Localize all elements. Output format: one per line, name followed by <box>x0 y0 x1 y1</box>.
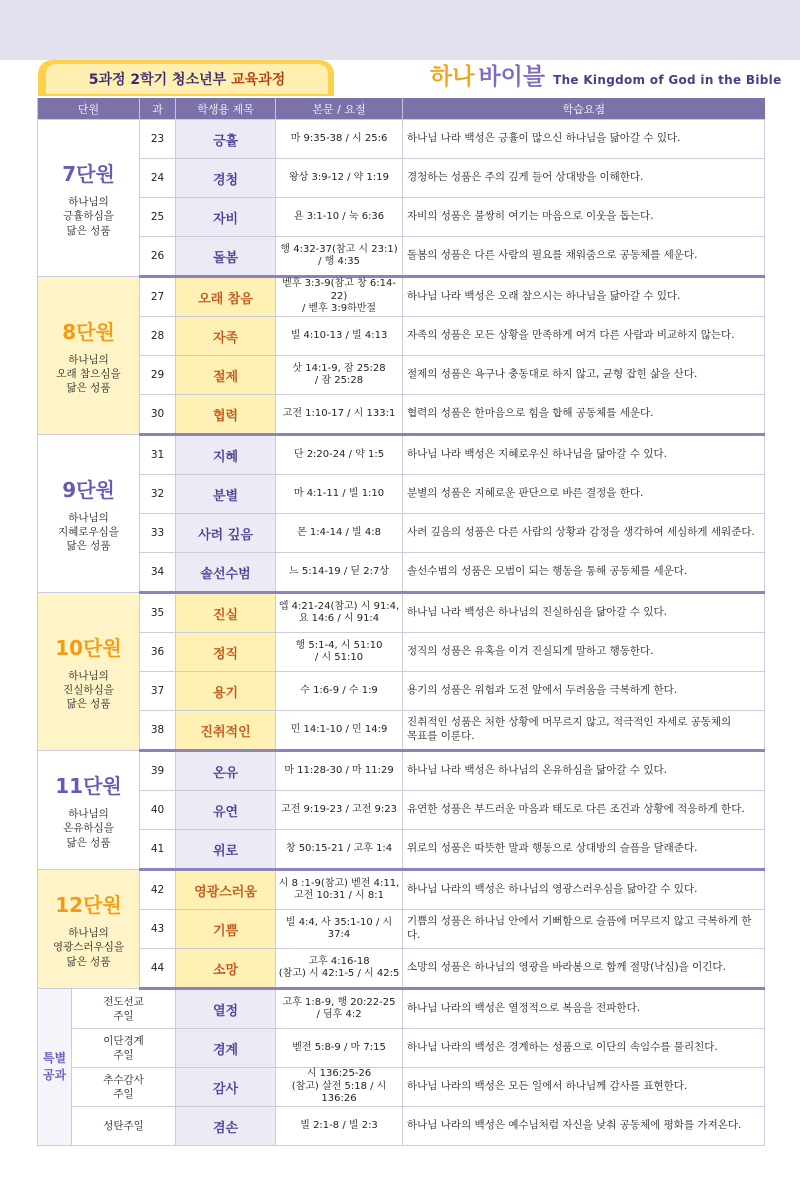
lesson-summary: 용기의 성품은 위험과 도전 앞에서 두려움을 극복하게 한다. <box>403 672 765 711</box>
lesson-title: 진실 <box>176 593 276 633</box>
unit-description: 하나님의 영광스러우심을 닮은 성품 <box>53 927 125 968</box>
table-row <box>38 593 765 633</box>
lesson-number: 26 <box>140 237 176 277</box>
logo-hana: 하나 <box>430 64 475 90</box>
special-sunday-name: 성탄주일 <box>72 1107 176 1146</box>
table-row <box>38 475 765 514</box>
lesson-summary: 기쁨의 성품은 하나님 안에서 기뻐함으로 슬픔에 머무르지 않고 극복하게 한다. <box>403 910 765 949</box>
lesson-summary: 사려 깊음의 성품은 다른 사람의 상황과 감정을 생각하여 세심하게 세워준다. <box>403 514 765 553</box>
lesson-verse: 민 14:1-10 / 민 14:9 <box>276 711 403 751</box>
unit-cell <box>38 870 140 989</box>
special-title: 겸손 <box>176 1107 276 1146</box>
table-row <box>38 356 765 395</box>
lesson-number: 44 <box>140 949 176 989</box>
table-row <box>38 949 765 989</box>
badge-accent-text: 교육과정 <box>231 72 286 88</box>
unit-description: 하나님의 지혜로우심을 닮은 성품 <box>58 511 119 553</box>
unit-name: 8단원 <box>62 319 115 344</box>
lesson-verse: 벧후 3:3-9(참고 창 6:14-22) / 벧후 3:9하반절 <box>276 277 403 317</box>
lesson-number: 33 <box>140 514 176 553</box>
special-title: 감사 <box>176 1068 276 1107</box>
lesson-summary: 하나님 나라의 백성은 하나님의 영광스러우심을 닮아갈 수 있다. <box>403 870 765 910</box>
lesson-title: 협력 <box>176 395 276 435</box>
lesson-number: 30 <box>140 395 176 435</box>
logo-english: The Kingdom of God in the Bible <box>553 73 782 87</box>
table-row <box>38 870 765 910</box>
lesson-summary: 분별의 성품은 지혜로운 판단으로 바른 결정을 한다. <box>403 475 765 514</box>
lesson-number: 36 <box>140 633 176 672</box>
lesson-number: 31 <box>140 435 176 475</box>
lesson-number: 29 <box>140 356 176 395</box>
table-row <box>38 317 765 356</box>
special-title: 열정 <box>176 989 276 1029</box>
lesson-title: 온유 <box>176 751 276 791</box>
lesson-number: 41 <box>140 830 176 870</box>
lesson-summary: 하나님 나라 백성은 긍휼이 많으신 하나님을 닮아갈 수 있다. <box>403 120 765 159</box>
lesson-summary: 자비의 성품은 불쌍히 여기는 마음으로 이웃을 돕는다. <box>403 198 765 237</box>
lesson-summary: 돌봄의 성품은 다른 사람의 필요를 채워줌으로 공동체를 세운다. <box>403 237 765 277</box>
special-verse: 시 136:25-26 (참고) 살전 5:18 / 시 136:26 <box>276 1068 403 1107</box>
table-row <box>38 514 765 553</box>
table-row <box>38 237 765 277</box>
col-header-title: 학생용 제목 <box>176 98 276 120</box>
lesson-title: 경청 <box>176 159 276 198</box>
lesson-title: 기쁨 <box>176 910 276 949</box>
special-row <box>38 1107 765 1146</box>
lesson-verse: 마 4:1-11 / 빌 1:10 <box>276 475 403 514</box>
lesson-title: 용기 <box>176 672 276 711</box>
unit-name: 9단원 <box>62 477 115 502</box>
lesson-summary: 자족의 성품은 모든 상황을 만족하게 여겨 다른 사람과 비교하지 않는다. <box>403 317 765 356</box>
lesson-title: 돌봄 <box>176 237 276 277</box>
special-row <box>38 1029 765 1068</box>
lesson-number: 38 <box>140 711 176 751</box>
special-label-cell: 특별 공과 <box>38 989 72 1146</box>
lesson-verse: 단 2:20-24 / 약 1:5 <box>276 435 403 475</box>
lesson-summary: 유연한 성품은 부드러운 마음과 태도로 다른 조건과 상황에 적응하게 한다. <box>403 791 765 830</box>
unit-name: 11단원 <box>55 774 122 799</box>
lesson-summary: 솔선수범의 성품은 모범이 되는 행동을 통해 공동체를 세운다. <box>403 553 765 593</box>
lesson-title: 유연 <box>176 791 276 830</box>
lesson-summary: 진취적인 성품은 처한 상황에 머무르지 않고, 적극적인 자세로 공동체의 목표를 이룬다. <box>403 711 765 751</box>
table-row <box>38 751 765 791</box>
table-row <box>38 120 765 159</box>
table-row <box>38 159 765 198</box>
lesson-verse: 수 1:6-9 / 수 1:9 <box>276 672 403 711</box>
lesson-summary: 하나님 나라 백성은 하나님의 온유하심을 닮아갈 수 있다. <box>403 751 765 791</box>
table-row <box>38 672 765 711</box>
special-summary: 하나님 나라의 백성은 예수님처럼 자신을 낮춰 공동체에 평화를 가져온다. <box>403 1107 765 1146</box>
lesson-title: 솔선수범 <box>176 553 276 593</box>
lesson-number: 25 <box>140 198 176 237</box>
lesson-verse: 시 8 :1-9(참고) 벧전 4:11, 고전 10:31 / 시 8:1 <box>276 870 403 910</box>
lesson-title: 위로 <box>176 830 276 870</box>
table-header-row <box>38 98 765 120</box>
curriculum-table <box>37 98 765 1146</box>
table-row <box>38 435 765 475</box>
lesson-verse: 고전 1:10-17 / 시 133:1 <box>276 395 403 435</box>
lesson-title: 소망 <box>176 949 276 989</box>
lesson-summary: 소망의 성품은 하나님의 영광을 바라봄으로 함께 절망(낙심)을 이긴다. <box>403 949 765 989</box>
course-badge <box>46 64 328 94</box>
special-title: 경계 <box>176 1029 276 1068</box>
unit-cell <box>38 277 140 435</box>
lesson-title: 사려 깊음 <box>176 514 276 553</box>
lesson-title: 진취적인 <box>176 711 276 751</box>
logo-bible: 바이블 <box>478 64 546 90</box>
special-verse: 벧전 5:8-9 / 마 7:15 <box>276 1029 403 1068</box>
table-row <box>38 395 765 435</box>
unit-cell <box>38 435 140 593</box>
unit-name: 12단원 <box>55 893 122 918</box>
table-row <box>38 277 765 317</box>
lesson-number: 40 <box>140 791 176 830</box>
special-summary: 하나님 나라의 백성은 모든 일에서 하나님께 감사를 표현한다. <box>403 1068 765 1107</box>
col-header-unit: 단원 <box>38 98 140 120</box>
unit-description: 하나님의 오래 참으심을 닮은 성품 <box>56 353 121 395</box>
lesson-summary: 하나님 나라 백성은 지혜로우신 하나님을 닮아갈 수 있다. <box>403 435 765 475</box>
lesson-verse: 왕상 3:9-12 / 약 1:19 <box>276 159 403 198</box>
lesson-title: 오래 참음 <box>176 277 276 317</box>
unit-description: 하나님의 온유하심을 닮은 성품 <box>63 808 114 849</box>
special-verse: 빌 2:1-8 / 빌 2:3 <box>276 1107 403 1146</box>
special-row <box>38 989 765 1029</box>
lesson-title: 정직 <box>176 633 276 672</box>
table-row <box>38 830 765 870</box>
special-row <box>38 1068 765 1107</box>
unit-cell <box>38 751 140 870</box>
lesson-summary: 정직의 성품은 유혹을 이겨 진실되게 말하고 행동한다. <box>403 633 765 672</box>
lesson-verse: 행 4:32-37(참고 시 23:1) / 행 4:35 <box>276 237 403 277</box>
special-sunday-name: 이단경계 주일 <box>72 1029 176 1068</box>
lesson-verse: 마 11:28-30 / 마 11:29 <box>276 751 403 791</box>
lesson-title: 분별 <box>176 475 276 514</box>
unit-description: 하나님의 긍휼하심을 닮은 성품 <box>63 196 114 237</box>
col-header-verse: 본문 / 요절 <box>276 98 403 120</box>
table-row <box>38 791 765 830</box>
table-row <box>38 910 765 949</box>
badge-main-text: 5과정 2학기 청소년부 <box>88 72 227 88</box>
lesson-summary: 하나님 나라 백성은 오래 참으시는 하나님을 닮아갈 수 있다. <box>403 277 765 317</box>
lesson-verse: 빌 4:4, 사 35:1-10 / 시 37:4 <box>276 910 403 949</box>
lesson-number: 34 <box>140 553 176 593</box>
special-summary: 하나님 나라의 백성은 경계하는 성품으로 이단의 속임수를 물리친다. <box>403 1029 765 1068</box>
lesson-verse: 삿 14:1-9, 잠 25:28 / 잠 25:28 <box>276 356 403 395</box>
table-row <box>38 553 765 593</box>
lesson-title: 영광스러움 <box>176 870 276 910</box>
lesson-verse: 마 9:35-38 / 시 25:6 <box>276 120 403 159</box>
lesson-title: 긍휼 <box>176 120 276 159</box>
unit-name: 7단원 <box>62 162 115 187</box>
lesson-number: 27 <box>140 277 176 317</box>
unit-cell <box>38 120 140 277</box>
lesson-summary: 협력의 성품은 한마음으로 힘을 합해 공동체를 세운다. <box>403 395 765 435</box>
lesson-number: 28 <box>140 317 176 356</box>
lesson-summary: 하나님 나라 백성은 하나님의 진실하심을 닮아갈 수 있다. <box>403 593 765 633</box>
lesson-summary: 위로의 성품은 따뜻한 말과 행동으로 상대방의 슬픔을 달래준다. <box>403 830 765 870</box>
unit-name: 10단원 <box>55 635 122 660</box>
table-row <box>38 633 765 672</box>
lesson-verse: 욘 3:1-10 / 눅 6:36 <box>276 198 403 237</box>
lesson-verse: 고전 9:19-23 / 고전 9:23 <box>276 791 403 830</box>
lesson-number: 35 <box>140 593 176 633</box>
lesson-number: 42 <box>140 870 176 910</box>
unit-description: 하나님의 진실하심을 닮은 성품 <box>63 669 114 711</box>
lesson-summary: 절제의 성품은 욕구나 충동대로 하지 않고, 균형 잡힌 삶을 산다. <box>403 356 765 395</box>
lesson-number: 39 <box>140 751 176 791</box>
hana-bible-logo <box>430 58 782 91</box>
lesson-verse: 고후 4:16-18 (참고) 시 42:1-5 / 시 42:5 <box>276 949 403 989</box>
lesson-title: 지혜 <box>176 435 276 475</box>
lesson-verse: 빌 4:10-13 / 빌 4:13 <box>276 317 403 356</box>
lesson-verse: 행 5:1-4, 시 51:10 / 시 51:10 <box>276 633 403 672</box>
lesson-title: 자족 <box>176 317 276 356</box>
lesson-number: 43 <box>140 910 176 949</box>
lesson-summary: 경청하는 성품은 주의 깊게 들어 상대방을 이해한다. <box>403 159 765 198</box>
lesson-title: 절제 <box>176 356 276 395</box>
lesson-number: 23 <box>140 120 176 159</box>
lesson-number: 32 <box>140 475 176 514</box>
lesson-number: 24 <box>140 159 176 198</box>
unit-cell <box>38 593 140 751</box>
table-row <box>38 198 765 237</box>
col-header-lesson-no: 과 <box>140 98 176 120</box>
table-row <box>38 711 765 751</box>
col-header-summary: 학습요점 <box>403 98 765 120</box>
lesson-number: 37 <box>140 672 176 711</box>
lesson-verse: 몬 1:4-14 / 빌 4:8 <box>276 514 403 553</box>
special-summary: 하나님 나라의 백성은 열정적으로 복음을 전파한다. <box>403 989 765 1029</box>
special-sunday-name: 전도선교 주일 <box>72 989 176 1029</box>
special-verse: 고후 1:8-9, 행 20:22-25 / 딤후 4:2 <box>276 989 403 1029</box>
lesson-title: 자비 <box>176 198 276 237</box>
top-band <box>0 0 800 60</box>
lesson-verse: 느 5:14-19 / 딛 2:7상 <box>276 553 403 593</box>
lesson-verse: 엡 4:21-24(참고) 시 91:4, 요 14:6 / 시 91:4 <box>276 593 403 633</box>
lesson-verse: 창 50:15-21 / 고후 1:4 <box>276 830 403 870</box>
special-sunday-name: 추수감사 주일 <box>72 1068 176 1107</box>
